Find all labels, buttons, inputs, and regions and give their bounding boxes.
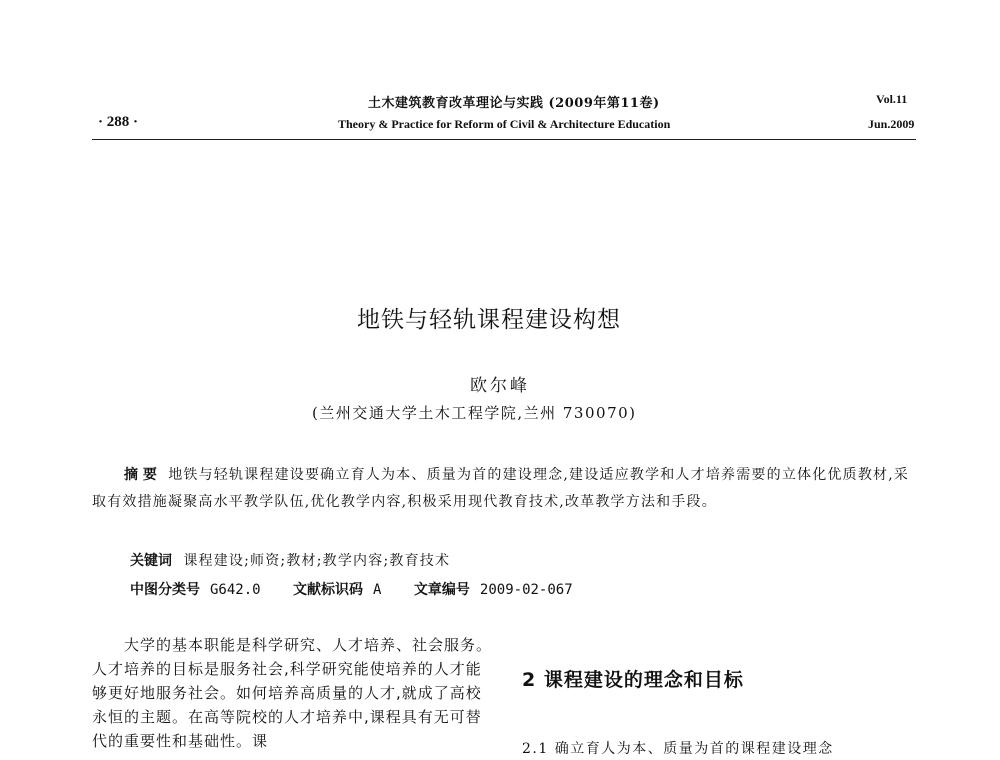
doc-code-value: A [373, 582, 382, 598]
keywords-label: 关键词 [130, 553, 172, 569]
section-2-1-heading: 2.1 确立育人为本、质量为首的课程建设理念 [522, 741, 834, 757]
keywords [130, 550, 450, 570]
author-affiliation: (兰州交通大学土木工程学院,兰州 730070) [312, 404, 637, 422]
author-name: 欧尔峰 [470, 376, 530, 396]
intro-paragraph: 大学的基本职能是科学研究、人才培养、社会服务。人才培养的目标是服务社会,科学研究能使培养的人才能够更好地服务社会。如何培养高质量的人才,就成了高校永恒的主题。在高等院校的人才培养中,课程具有无可替代的重要性和基础性。课 [92, 636, 493, 750]
journal-title-cn: 土木建筑教育改革理论与实践 (2009年第11卷) [368, 96, 660, 111]
clc-label: 中图分类号 [130, 582, 200, 598]
journal-title-en: Theory & Practice for Reform of Civil & Architecture Education [338, 117, 671, 131]
article-number-label: 文章编号 [413, 582, 470, 598]
keywords-text: 课程建设;师资;教材;教学内容;教育技术 [183, 553, 451, 569]
article-number-value: 2009-02-067 [479, 582, 573, 598]
body-left-column [92, 633, 497, 753]
volume-label: Vol.11 [876, 92, 908, 106]
doc-code-label: 文献标识码 [293, 582, 364, 598]
abstract [92, 462, 918, 516]
abstract-text: 地铁与轻轨课程建设要确立育人为本、质量为首的建设理念,建设适应教学和人才培养需要的立体化优质教材,采取有效措施凝聚高水平教学队伍,优化教学内容,积极采用现代教育技术,改革教学方法和手段。 [92, 467, 910, 510]
page-number: · 288 · [98, 114, 139, 130]
article-title: 地铁与轻轨课程建设构想 [357, 307, 621, 333]
header-rule [92, 139, 916, 140]
issue-date: Jun.2009 [868, 117, 915, 131]
abstract-label: 摘 要 [124, 467, 157, 483]
section-2-heading: 2 课程建设的理念和目标 [522, 669, 744, 691]
classification-line [130, 579, 601, 599]
clc-value: G642.0 [210, 582, 261, 598]
